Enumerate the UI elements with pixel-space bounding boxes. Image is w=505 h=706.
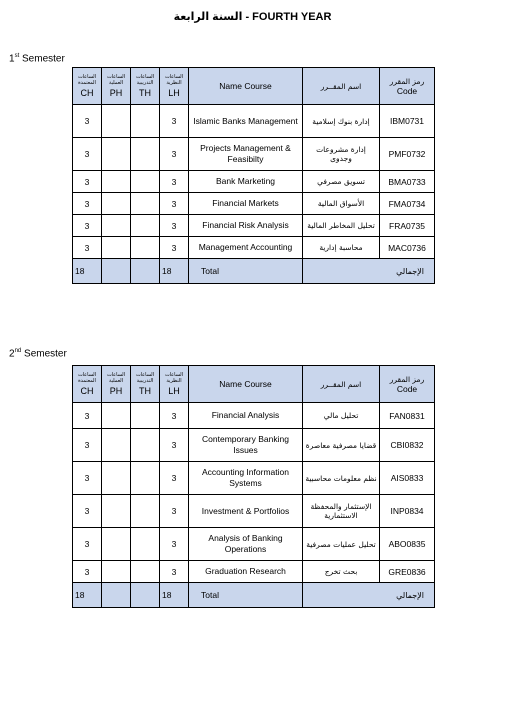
course-code-cell: AIS0833 — [380, 462, 435, 495]
lecture-hours-cell: 3 — [160, 528, 189, 561]
training-hours-cell — [131, 403, 160, 429]
practical-hours-cell — [102, 561, 131, 583]
semester-2-table — [72, 365, 435, 608]
table-row — [73, 462, 435, 495]
training-hours-cell — [131, 429, 160, 462]
course-name-arabic-cell: الأسواق المالية — [303, 193, 380, 215]
practical-hours-cell — [102, 429, 131, 462]
total-label: Total — [189, 583, 303, 608]
table-row — [73, 528, 435, 561]
empty-cell — [131, 583, 160, 608]
semester-1-label — [9, 53, 65, 64]
header-ch: الساعات المعتمدة CH — [73, 68, 102, 105]
course-name-cell: Financial Risk Analysis — [189, 215, 303, 237]
header-th: الساعات التدريبية TH — [131, 366, 160, 403]
training-hours-cell — [131, 193, 160, 215]
credit-hours-cell: 3 — [73, 215, 102, 237]
course-name-cell: Contemporary Banking Issues — [189, 429, 303, 462]
table-row — [73, 138, 435, 171]
course-name-cell: Investment & Portfolios — [189, 495, 303, 528]
course-name-cell: Financial Markets — [189, 193, 303, 215]
total-lecture-hours: 18 — [160, 259, 189, 284]
practical-hours-cell — [102, 193, 131, 215]
course-name-arabic-cell: الإستثمار والمحفظة الاستثمارية — [303, 495, 380, 528]
course-code-cell: GRE0836 — [380, 561, 435, 583]
header-name-arabic: اسم المقــرر — [303, 366, 380, 403]
practical-hours-cell — [102, 403, 131, 429]
total-label-arabic: الإجمالي — [303, 583, 435, 608]
header-ph: الساعات العملية PH — [102, 366, 131, 403]
course-name-arabic-cell: تسويق مصرفي — [303, 171, 380, 193]
table-header-row — [73, 68, 435, 105]
lecture-hours-cell: 3 — [160, 138, 189, 171]
credit-hours-cell: 3 — [73, 237, 102, 259]
semester-ordinal: nd — [14, 348, 22, 354]
practical-hours-cell — [102, 462, 131, 495]
course-name-cell: Bank Marketing — [189, 171, 303, 193]
course-code-cell: ABO0835 — [380, 528, 435, 561]
practical-hours-cell — [102, 237, 131, 259]
lecture-hours-cell: 3 — [160, 193, 189, 215]
header-name-course: Name Course — [189, 366, 303, 403]
lecture-hours-cell: 3 — [160, 561, 189, 583]
course-name-cell: Islamic Banks Management — [189, 105, 303, 138]
table-row — [73, 561, 435, 583]
training-hours-cell — [131, 237, 160, 259]
lecture-hours-cell: 3 — [160, 403, 189, 429]
table-row — [73, 237, 435, 259]
course-code-cell: FRA0735 — [380, 215, 435, 237]
header-lh: الساعات النظرية LH — [160, 68, 189, 105]
practical-hours-cell — [102, 171, 131, 193]
semester-text: Semester — [22, 53, 65, 65]
total-row — [73, 259, 435, 284]
total-label-arabic: الإجمالي — [303, 259, 435, 284]
semester-2-label — [9, 348, 67, 359]
total-row — [73, 583, 435, 608]
table-row — [73, 171, 435, 193]
semester-number: 2 — [9, 348, 15, 360]
course-code-cell: FMA0734 — [380, 193, 435, 215]
course-code-cell: IBM0731 — [380, 105, 435, 138]
course-name-arabic-cell: تحليل مالي — [303, 403, 380, 429]
header-ch: الساعات المعتمدة CH — [73, 366, 102, 403]
table-row — [73, 403, 435, 429]
course-code-cell: CBI0832 — [380, 429, 435, 462]
training-hours-cell — [131, 105, 160, 138]
page-title: السنة الرابعة - FOURTH YEAR — [173, 11, 332, 23]
header-code: رمز المقرر Code — [380, 68, 435, 105]
course-name-arabic-cell: إدارة بنوك إسلامية — [303, 105, 380, 138]
training-hours-cell — [131, 171, 160, 193]
course-name-arabic-cell: نظم معلومات محاسبية — [303, 462, 380, 495]
course-name-arabic-cell: إدارة مشروعات وجدوى — [303, 138, 380, 171]
course-name-arabic-cell: محاسبة إدارية — [303, 237, 380, 259]
header-lh: الساعات النظرية LH — [160, 366, 189, 403]
credit-hours-cell: 3 — [73, 171, 102, 193]
course-name-arabic-cell: تحليل عمليات مصرفية — [303, 528, 380, 561]
course-name-arabic-cell: قضايا مصرفية معاصرة — [303, 429, 380, 462]
course-name-arabic-cell: بحث تخرج — [303, 561, 380, 583]
semester-ordinal: st — [14, 53, 20, 59]
total-label: Total — [189, 259, 303, 284]
training-hours-cell — [131, 528, 160, 561]
course-code-cell: PMF0732 — [380, 138, 435, 171]
course-name-cell: Accounting Information Systems — [189, 462, 303, 495]
credit-hours-cell: 3 — [73, 138, 102, 171]
table-row — [73, 193, 435, 215]
semester-1-table — [72, 67, 435, 284]
credit-hours-cell: 3 — [73, 403, 102, 429]
table-row — [73, 429, 435, 462]
course-code-cell: MAC0736 — [380, 237, 435, 259]
header-ph: الساعات العملية PH — [102, 68, 131, 105]
credit-hours-cell: 3 — [73, 193, 102, 215]
course-name-cell: Projects Management & Feasibilty — [189, 138, 303, 171]
training-hours-cell — [131, 138, 160, 171]
table-header-row — [73, 366, 435, 403]
practical-hours-cell — [102, 528, 131, 561]
semester-number: 1 — [9, 53, 15, 65]
header-name-arabic: اسم المقــرر — [303, 68, 380, 105]
credit-hours-cell: 3 — [73, 429, 102, 462]
course-name-cell: Management Accounting — [189, 237, 303, 259]
practical-hours-cell — [102, 105, 131, 138]
credit-hours-cell: 3 — [73, 528, 102, 561]
credit-hours-cell: 3 — [73, 105, 102, 138]
course-name-cell: Analysis of Banking Operations — [189, 528, 303, 561]
lecture-hours-cell: 3 — [160, 105, 189, 138]
total-lecture-hours: 18 — [160, 583, 189, 608]
practical-hours-cell — [102, 215, 131, 237]
training-hours-cell — [131, 462, 160, 495]
empty-cell — [102, 259, 131, 284]
header-th: الساعات التدريبية TH — [131, 68, 160, 105]
course-code-cell: INP0834 — [380, 495, 435, 528]
semester-text: Semester — [24, 348, 67, 360]
credit-hours-cell: 3 — [73, 462, 102, 495]
lecture-hours-cell: 3 — [160, 171, 189, 193]
lecture-hours-cell: 3 — [160, 429, 189, 462]
course-name-cell: Graduation Research — [189, 561, 303, 583]
course-code-cell: BMA0733 — [380, 171, 435, 193]
lecture-hours-cell: 3 — [160, 495, 189, 528]
lecture-hours-cell: 3 — [160, 237, 189, 259]
total-credit-hours: 18 — [73, 259, 102, 284]
empty-cell — [131, 259, 160, 284]
course-name-arabic-cell: تحليل المخاطر المالية — [303, 215, 380, 237]
lecture-hours-cell: 3 — [160, 215, 189, 237]
practical-hours-cell — [102, 138, 131, 171]
header-name-course: Name Course — [189, 68, 303, 105]
training-hours-cell — [131, 495, 160, 528]
training-hours-cell — [131, 215, 160, 237]
total-credit-hours: 18 — [73, 583, 102, 608]
table-row — [73, 495, 435, 528]
table-row — [73, 215, 435, 237]
course-code-cell: FAN0831 — [380, 403, 435, 429]
practical-hours-cell — [102, 495, 131, 528]
lecture-hours-cell: 3 — [160, 462, 189, 495]
credit-hours-cell: 3 — [73, 495, 102, 528]
header-code: رمز المقرر Code — [380, 366, 435, 403]
empty-cell — [102, 583, 131, 608]
credit-hours-cell: 3 — [73, 561, 102, 583]
course-name-cell: Financial Analysis — [189, 403, 303, 429]
training-hours-cell — [131, 561, 160, 583]
table-row — [73, 105, 435, 138]
